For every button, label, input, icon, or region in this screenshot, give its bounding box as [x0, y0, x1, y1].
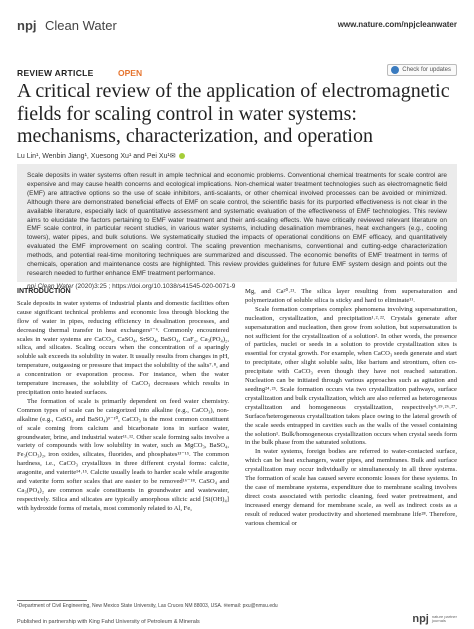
journal-header — [17, 18, 457, 36]
npj-footer-line1: nature partner — [431, 613, 457, 619]
article-title: A critical review of the application of electromagnetic fields for scaling control in water systems: mechanisms, characterization, and operation — [17, 80, 450, 147]
check-updates-label: Check for updates — [402, 67, 451, 73]
npj-footer-text — [432, 615, 457, 624]
open-access-label: OPEN — [118, 68, 143, 78]
author-list — [17, 152, 185, 160]
right-column — [245, 288, 457, 528]
left-paragraph-2: The formation of scale is primarily dependent on feed water chemistry. Common types of scale can be categorized into alkaline (e.g., CaCO₃), non-alkaline (e.g., CaSO₄ and BaSO₄)⁹⁻¹⁰, CaCO₃ is the most common constituent of scale coming from calcium and bicarbonate ions in surface water, groundwater, brine, and industrial water¹¹˒¹². Other scale forming salts involve a variety of compounds with low solubility in water, such as MgCO₃, BaSO₄, Fe₃(CO₃)₂, iron oxides, silicates, fluorides, and phosphates¹³⁻¹⁵. The common hardness, i.e., CaCO₃ crystallizes in three different crystal forms: calcite, aragonite, and vaterite¹⁴˒¹⁵. Calcite usually leads to harder scale while aragonite and vaterite form softer scales that are easier to be removed¹⁶⁻¹⁸. CaSO₄ and Ca₃(PO₄)₂ are common scale constituents in groundwater and wastewater, respectively. Silica and silicates are typically amorphous silicic acid [Si(OH)₄] with hydroxide forms of metals, most commonly related to Al, Fe, — [17, 397, 229, 512]
article-type: REVIEW ARTICLE — [17, 68, 94, 78]
update-icon — [391, 66, 399, 74]
abstract-text: Scale deposits in water systems often result in ample technical and economic problems. Conventional chemical treatments for scale control are expensive and may cause health concerns and ecological implications. Non-chemical water treatment technologies such as electromagnetic field (EMF) are attractive options so the use of scale inhibitors, anti-scalants, or other chemical involved processes can be avoided or minimized. Although there are demonstrated beneficial effects of EMF on scale control, the scientific basis for its purported effectiveness is not clear in the available literature, especially lack of quantitative assessment and systematic evaluation of the effectiveness of EMF technologies. This review aims to elucidate the factors pertaining to EMF water treatment and their anti-scaling effects. We have critically reviewed relevant literature on EMF scale control, in particular recent studies, in various water systems, including desalination membranes, heat exchangers (e.g., cooling towers), water pipes, and bulk solutions. We systematically studied the impacts of operational conditions on EMF efficacy, and quantitatively evaluated the EMF improvement on scaling control. The scaling prevention mechanisms, conventional and cutting-edge characterization methods, and potential real-time monitoring techniques are summarized and discussed. The economic benefits of EMF treatment in terms of chemicals, operation and maintenance costs are highlighted. This review provides guidelines for future EMF system design and points out the research needed to further enhance EMF treatment performance. — [27, 172, 447, 277]
affiliation-footnote: ¹Department of Civil Engineering, New Mexico State University, Las Cruces NM 88003, USA. ✉email: pxu@nmsu.edu — [17, 603, 278, 609]
orcid-icon[interactable] — [179, 153, 185, 159]
citation-doi[interactable]: (2020)3:25 ; https://doi.org/10.1038/s41545-020-0071-9 — [75, 282, 236, 290]
npj-footer-logo — [412, 613, 457, 625]
authors-text: Lu Lin¹, Wenbin Jiang¹, Xuesong Xu¹ and Pei Xu¹✉ — [17, 153, 176, 160]
left-paragraph-1: Scale deposits in water systems of industrial plants and domestic facilities often cause significant technical problems and economic loss through blocking the flow of water in pipes, reducing efficiency in desalination processes, and decreasing thermal transfer in heat exchangers¹⁻⁶. Commonly encountered scales in water systems are CaCO₃, CaSO₄, SrSO₄, BaSO₄, CaF₂, Ca₃(PO₄)₂, silica, and silicates. Scaling occurs when the concentration of a sparingly soluble salt exceeds its solubility in water. It usually results from changes in pH, temperature, outgassing or pressure that impact the solubility of the salts⁷˒⁸, and a concentration or evaporation process. For instance, when the water temperature increases, the solubility of CaCO₃ decreases which results in precipitation onto heated surfaces. — [17, 299, 229, 396]
check-updates-button[interactable] — [387, 64, 457, 76]
right-paragraph-3: In water systems, foreign bodies are referred to water-contacted surface, which can be heat exchangers, water pipes, and membranes. Bulk and surface crystallization may occur individually or simultaneously in all three systems. The formation of scale has caused severe economic losses for these systems. In the case of membrane systems, expenditure due to membrane scaling involves direct costs associated with periodic cleaning, feed water pretreatment, and increased energy demand for membrane scale, as well as indirect costs as a result of reduced water productivity and shortened membrane life²⁸. Therefore, various chemical or — [245, 448, 457, 527]
journal-name: Clean Water — [45, 18, 117, 33]
published-partnership: Published in partnership with King Fahd University of Petroleum & Minerals — [17, 619, 200, 625]
footnote-divider — [17, 600, 87, 601]
right-paragraph-2: Scale formation comprises complex phenomena involving supersaturation, nucleation, crystallization, and precipitation¹˒²˒²². Crystals generate after supersaturation and nucleation, then grow from solution, but supersaturation is not sufficient for the crystallization of a solution². In other words, the presence of particles, nuclei or seeds in a solution to provide crystallization sites is essential for crystal growth. For example, when CaCO₃ seeds generate and start to precipitate, other slight soluble salts, like barium and strontium, often co-precipitate with CaCO₃ even though they have not reached saturation. Nucleation can be initiated through various approaches such as agitation and seeding²⁴˒²⁵. Scale formation occurs via two crystallization pathways, surface crystallization and bulk crystallization, which are also referred as heterogeneous crystallization and homogeneous crystallization, respectively⁴˒¹⁹˒²⁶˒²⁷. Surface/heterogeneous crystallization takes place owing to the lateral growth of the scale seeds entrapped in cavities such as the walls of the vessel containing the solution¹. Bulk/homogeneous crystallization occurs when crystal seeds form in the bulk phase from the saturated solutions. — [245, 305, 457, 447]
journal-site-link[interactable]: www.nature.com/npjcleanwater — [337, 20, 457, 29]
left-column — [17, 288, 229, 514]
right-paragraph-1: Mg, and Ca²⁰˒²¹. The silica layer resulting from supersaturation and polymerization of soluble silica is sticky and hard to eliminate¹¹. — [245, 288, 457, 304]
citation-journal: npj Clean Water — [27, 282, 74, 290]
article-meta — [17, 67, 457, 81]
npj-footer-line2: journals — [431, 618, 446, 623]
abstract-box — [17, 164, 457, 290]
intro-heading: INTRODUCTION — [17, 288, 71, 295]
npj-logo: npj — [17, 18, 37, 33]
npj-footer-mark: npj — [412, 613, 429, 625]
